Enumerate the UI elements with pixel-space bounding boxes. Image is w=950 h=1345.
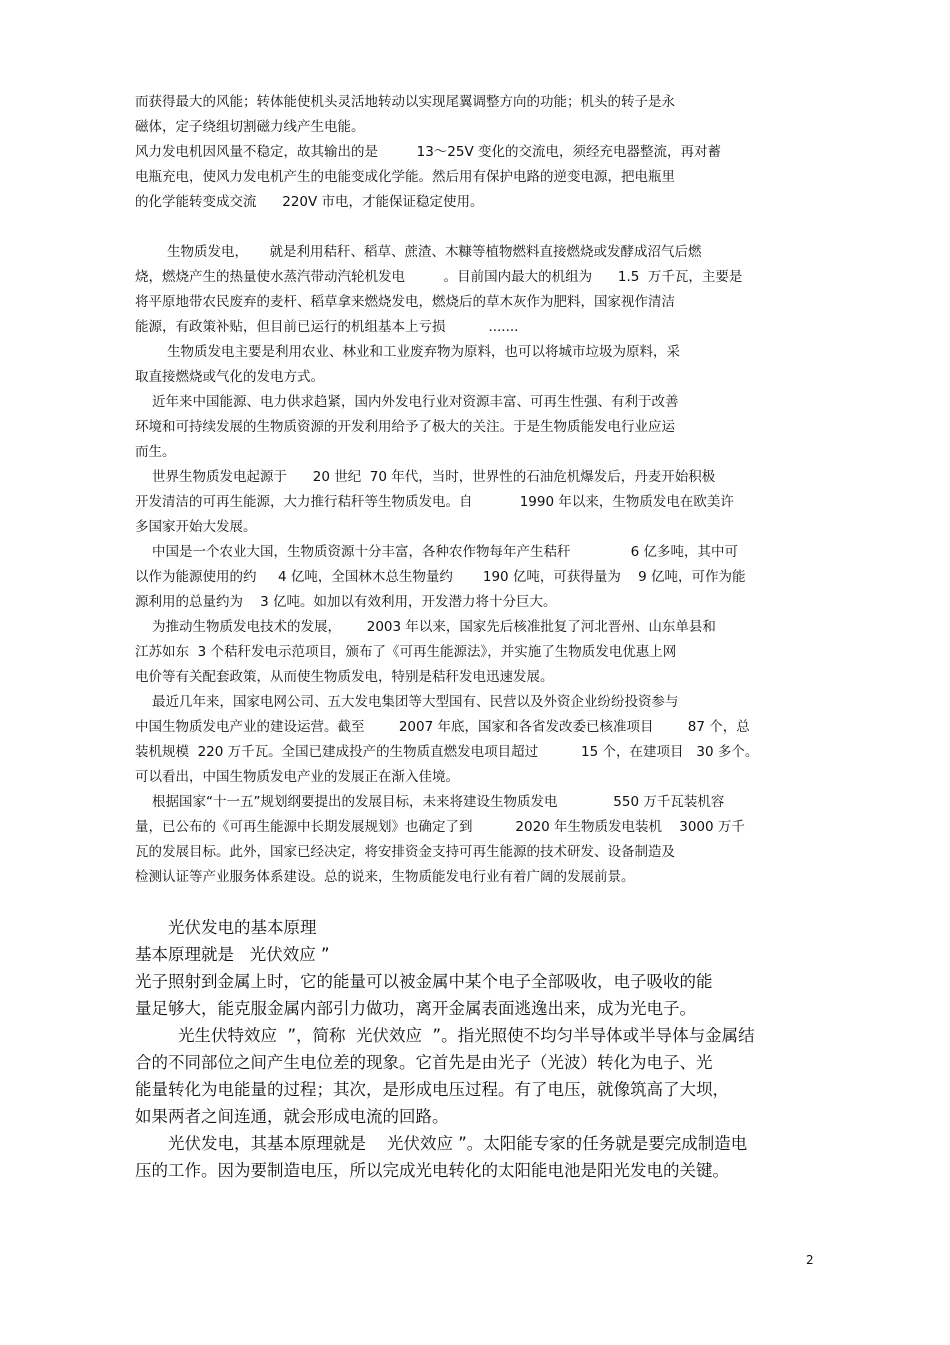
- text-line: 基本原理就是 光伏效应 ”: [135, 945, 330, 964]
- text-line: 开发清洁的可再生能源，大力推行秸秆等生物质发电。自 1990 年以来，生物质发电在欧美许: [135, 494, 734, 510]
- text-line: 电价等有关配套政策，从而使生物质发电，特别是秸秆发电迅速发展。: [135, 669, 554, 685]
- text-line: 将平原地带农民废弃的麦杆、稻草拿来燃烧发电，燃烧后的草木灰作为肥料，国家视作清洁: [135, 294, 675, 310]
- text-line: 烧，燃烧产生的热量使水蒸汽带动汽轮机发电 。目前国内最大的机组为 1.5 万千瓦，主要是: [135, 269, 743, 285]
- text-line: 而生。: [135, 444, 176, 460]
- text-line: 近年来中国能源、电力供求趋紧，国内外发电行业对资源丰富、可再生性强、有利于改善: [152, 394, 679, 410]
- text-line: 电瓶充电，使风力发电机产生的电能变成化学能。然后用有保护电路的逆变电源，把电瓶里: [135, 169, 675, 185]
- text-line: 中国是一个农业大国，生物质资源十分丰富，各种农作物每年产生秸秆 6 亿多吨，其中可: [152, 544, 738, 560]
- text-line: 中国生物质发电产业的建设运营。截至 2007 年底，国家和各省发改委已核准项目 87 个，总: [135, 719, 750, 735]
- text-line: 光伏发电的基本原理: [168, 918, 317, 937]
- text-line: 合的不同部位之间产生电位差的现象。它首先是由光子（光波）转化为电子、光: [135, 1053, 713, 1072]
- text-line: 光生伏特效应 ”，简称 光伏效应 ”。指光照使不均匀半导体或半导体与金属结: [178, 1026, 755, 1045]
- text-line: 量，已公布的《可再生能源中长期发展规划》也确定了到 2020 年生物质发电装机 3000 万千: [135, 819, 745, 835]
- text-line: 的化学能转变成交流 220V 市电，才能保证稳定使用。: [135, 194, 484, 210]
- text-line: 能源，有政策补贴，但目前已运行的机组基本上亏损 .......: [135, 319, 519, 335]
- text-line: 光子照射到金属上时，它的能量可以被金属中某个电子全部吸收，电子吸收的能: [135, 972, 713, 991]
- text-line: 取直接燃烧或气化的发电方式。: [135, 369, 324, 385]
- text-line: 瓦的发展目标。此外，国家已经决定，将安排资金支持可再生能源的技术研发、设备制造及: [135, 844, 675, 860]
- text-line: 可以看出，中国生物质发电产业的发展正在渐入佳境。: [135, 769, 459, 785]
- text-line: 磁体，定子绕组切割磁力线产生电能。: [135, 119, 365, 135]
- page-number: 2: [806, 1253, 814, 1267]
- text-line: 江苏如东 3 个秸秆发电示范项目，颁布了《可再生能源法》，并实施了生物质发电优惠上网: [135, 644, 677, 660]
- text-line: 多国家开始大发展。: [135, 519, 257, 535]
- text-line: 为推动生物质发电技术的发展， 2003 年以来，国家先后核准批复了河北晋州、山东单县和: [152, 619, 716, 635]
- text-line: 检测认证等产业服务体系建设。总的说来，生物质能发电行业有着广阔的发展前景。: [135, 869, 635, 885]
- text-line: 能量转化为电能量的过程；其次，是形成电压过程。有了电压，就像筑高了大坝，: [135, 1080, 729, 1099]
- text-line: 生物质发电， 就是利用秸秆、稻草、蔗渣、木糠等植物燃料直接燃烧或发酵成沼气后燃: [167, 244, 702, 260]
- text-line: 生物质发电主要是利用农业、林业和工业废弃物为原料，也可以将城市垃圾为原料，采: [167, 344, 680, 360]
- text-line: 光伏发电，其基本原理就是 光伏效应 ”。太阳能专家的任务就是要完成制造电: [168, 1134, 748, 1153]
- text-line: 以作为能源使用的约 4 亿吨，全国林木总生物量约 190 亿吨，可获得量为 9 亿吨，可作为能: [135, 569, 746, 585]
- text-line: 源利用的总量约为 3 亿吨。如加以有效利用，开发潜力将十分巨大。: [135, 594, 557, 610]
- text-line: 而获得最大的风能；转体能使机头灵活地转动以实现尾翼调整方向的功能；机头的转子是永: [135, 94, 675, 110]
- text-line: 如果两者之间连通，就会形成电流的回路。: [135, 1107, 449, 1126]
- text-line: 世界生物质发电起源于 20 世纪 70 年代，当时，世界性的石油危机爆发后，丹麦开始积极: [152, 469, 716, 485]
- text-line: 环境和可持续发展的生物质资源的开发利用给予了极大的关注。于是生物质能发电行业应运: [135, 419, 675, 435]
- text-line: 根据国家“十一五”规划纲要提出的发展目标，未来将建设生物质发电 550 万千瓦装机容: [152, 794, 725, 810]
- text-line: 压的工作。因为要制造电压，所以完成光电转化的太阳能电池是阳光发电的关键。: [135, 1161, 729, 1180]
- text-line: 装机规模 220 万千瓦。全国已建成投产的生物质直燃发电项目超过 15 个，在建项目 30 多个。: [135, 744, 759, 760]
- text-line: 量足够大，能克服金属内部引力做功，离开金属表面逃逸出来，成为光电子。: [135, 999, 696, 1018]
- text-line: 最近几年来，国家电网公司、五大发电集团等大型国有、民营以及外资企业纷纷投资参与: [152, 694, 679, 710]
- text-line: 风力发电机因风量不稳定，故其输出的是 13～25V 变化的交流电，须经充电器整流，再对蓄: [135, 144, 722, 160]
